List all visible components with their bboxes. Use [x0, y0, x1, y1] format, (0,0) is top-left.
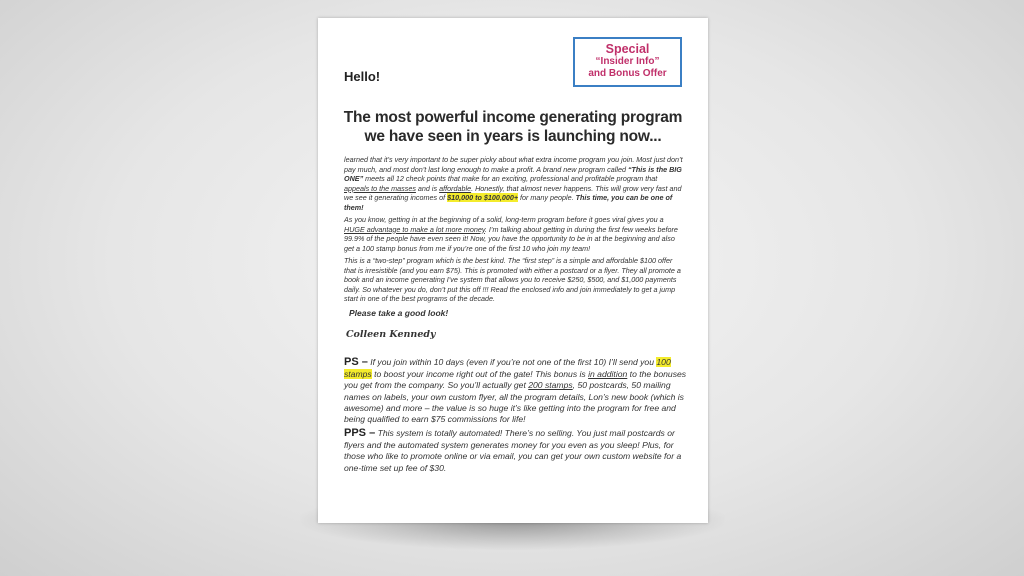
ps-tag: PS – [344, 356, 368, 368]
p1-text-1: learned that it’s very important to be super picky about what extra income program you join. Most just don’t pay much, and most don’t last long enough to make a profit. A brand new program called [344, 155, 683, 174]
pps-tag: PPS – [344, 427, 376, 439]
p1-closing: This time, you can be one of them! [344, 193, 673, 212]
ps-200-stamps: 200 stamps [528, 380, 573, 391]
paragraph-1 [344, 155, 684, 212]
ps-stamps-highlight: 100 stamps [344, 357, 671, 380]
ps-text-1: If you join within 10 days (even if you’re not one of the first 10) I’ll send you [367, 357, 657, 367]
p1-text-2: meets all 12 check points that make for an exciting, professional and profitable program that [363, 174, 658, 183]
signature: Colleen Kennedy [346, 329, 436, 340]
letter-page [318, 18, 708, 523]
ps-addition: in addition [588, 369, 628, 380]
offer-line-2: “Insider Info” [595, 56, 660, 68]
p1-text-5: for many people. [518, 193, 576, 202]
p2-text-2: . I’m talking about getting in during the first few weeks before 99.9% of the people have even seen it! Now, you have the opportunity to be in at the beginning and also get a 100 stamp bonus from me if you’re one of the first 10 who join my team! [344, 224, 678, 253]
pps-paragraph [344, 426, 689, 474]
ps-paragraph [344, 355, 689, 425]
special-offer-box [573, 37, 682, 87]
headline-line-2: we have seen in years is launching now... [364, 128, 662, 146]
p1-appeals: appeals to the masses [344, 183, 416, 193]
ps-text-2: to boost your income right out of the gate! This bonus is [371, 369, 589, 380]
p2-huge: HUGE advantage to make a lot more money [344, 224, 485, 234]
paragraph-3: This is a “two-step” program which is the best kind. The “first step” is a simple and affordable $100 offer that is irresistible (and you earn $75). This is promoted with either a postcard or a flyer. They all promote a book and an income generating I’ve system that allows you to receive $250, $500, and $1,000 payments daily. So whatever you do, don’t put this off !!! Read the enclosed info and join immediately to get a jump start in one of the best programs of the decade. [344, 256, 681, 303]
offer-line-3: and Bonus Offer [588, 67, 667, 79]
p1-big-one: “This is the BIG ONE” [344, 164, 682, 183]
p2-text-1: As you know, getting in at the beginning of a solid, long-term program before it goes viral gives you a [344, 215, 664, 224]
offer-line-1: Special [605, 42, 650, 56]
take-a-look: Please take a good look! [349, 308, 449, 318]
headline-line-1: The most powerful income generating program [343, 109, 683, 126]
p1-text-3: and is [415, 183, 440, 193]
ps-text-3: to the bonuses you get from the company. So you’ll actually get [344, 369, 687, 391]
paragraph-2 [344, 215, 684, 253]
pps-text: This system is totally automated! There’s no selling. You just mail postcards or flyers and the automated system generates money for you even as you sleep! Plus, for those who like to promote online or via email, you can get your own custom website for a one-time set up fee of $30. [344, 428, 682, 473]
ps-text-4: , 50 postcards, 50 mailing names on labels, your own custom flyer, all the program details, Lon’s new book (which is awesome) and more – the value is so huge it’s like getting into the program for free and being qualified to earn $75 commissions for life! [344, 380, 684, 424]
p1-text-4: . Honestly, that almost never happens. This will grow very fast and we see it generating incomes of [344, 183, 682, 202]
p1-income-highlight: $10,000 to $100,000+ [447, 193, 519, 202]
headline [338, 108, 688, 147]
greeting: Hello! [344, 69, 381, 84]
p1-affordable: affordable [439, 183, 472, 193]
